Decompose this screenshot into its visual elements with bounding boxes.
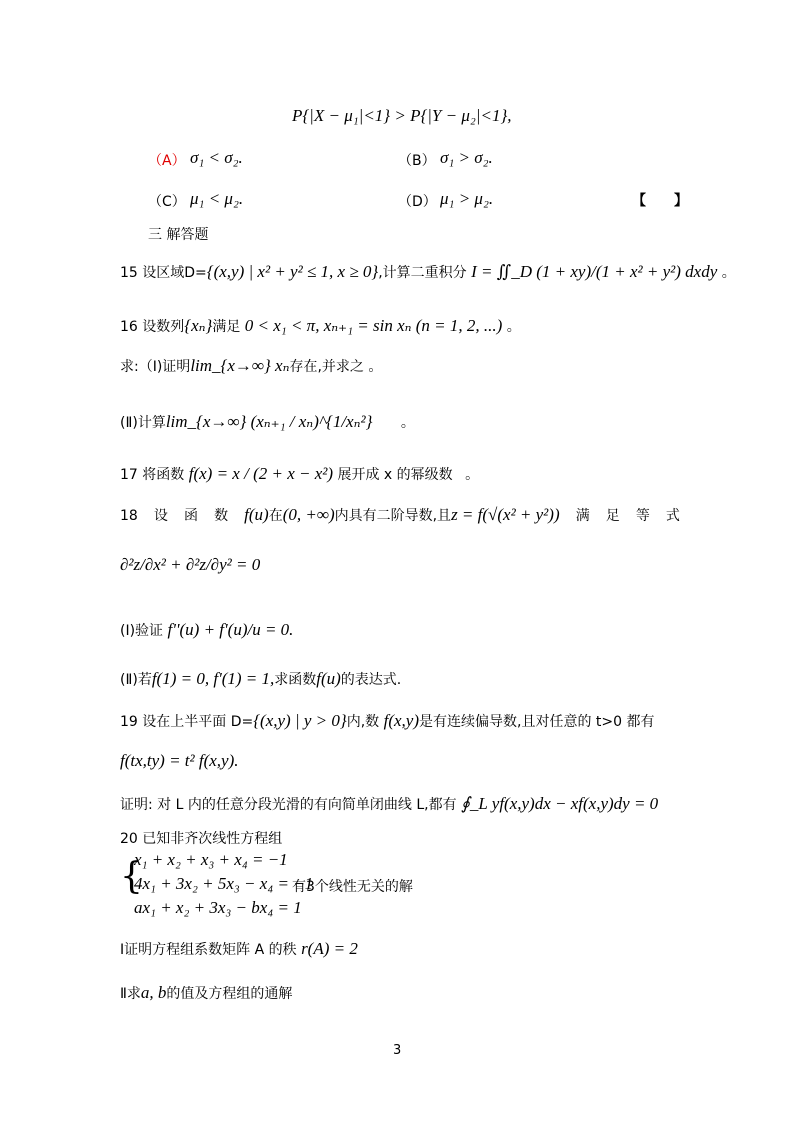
q18-w6: 等 bbox=[635, 508, 650, 524]
q18-ii-fu: f(u) bbox=[316, 669, 341, 688]
q20-part-ii bbox=[120, 983, 292, 1003]
q18-i-prefix: (Ⅰ)验证 bbox=[120, 623, 164, 639]
q18-ii-prefix: (Ⅱ)若 bbox=[120, 672, 152, 688]
q18-w3: 数 bbox=[214, 508, 229, 524]
section-title: 三 解答题 bbox=[148, 227, 209, 243]
q17-function: f(x) = x / (2 + x − x²) bbox=[188, 464, 334, 483]
answer-bracket: 【 】 bbox=[632, 193, 688, 209]
q20-i-prefix: Ⅰ证明方程组系数矩阵 A 的秩 bbox=[120, 942, 297, 958]
q16-i-limit: lim_{x→∞} xₙ bbox=[190, 356, 290, 375]
q18-mid1: 在 bbox=[268, 508, 283, 524]
q16-cond: 0 < x₁ < π, xₙ₊₁ = sin xₙ (n = 1, 2, ...) bbox=[244, 316, 503, 335]
q20-eq3: ax₁ + x₂ + 3x₃ − bx₄ = 1 bbox=[134, 898, 302, 917]
q19-proof-prefix: 证明: 对 L 内的任意分段光滑的有向简单闭曲线 L,都有 bbox=[120, 797, 457, 813]
q19-homogeneity: f(tx,ty) = t² f(x,y). bbox=[120, 751, 239, 770]
q18-line bbox=[120, 505, 680, 525]
q19-prefix: 设在上半平面 D= bbox=[142, 714, 254, 730]
q18-w5: 足 bbox=[605, 508, 620, 524]
q20-part-i bbox=[120, 939, 358, 959]
option-a-label: （A） bbox=[148, 153, 186, 169]
q18-w1: 设 bbox=[153, 508, 168, 524]
option-c-expr: μ₁ < μ₂. bbox=[190, 189, 244, 208]
q16-line bbox=[120, 316, 521, 336]
q17-line bbox=[120, 464, 479, 484]
q20-ab: a, b bbox=[140, 983, 167, 1002]
q19-proof bbox=[120, 794, 658, 814]
q15-integral: I = ∬_D (1 + xy)/(1 + x² + y²) dxdy bbox=[471, 262, 718, 281]
option-b-label: （B） bbox=[398, 153, 436, 169]
option-c-label: （C） bbox=[148, 194, 186, 210]
q20-line bbox=[120, 828, 282, 848]
q16-i-prefix: 求:（Ⅰ)证明 bbox=[120, 359, 191, 375]
q16-ii-end: 。 bbox=[400, 415, 415, 431]
q16-number: 16 bbox=[120, 319, 138, 335]
q18-mid2: 内具有二阶导数,且 bbox=[334, 508, 452, 524]
q16-ii-prefix: (Ⅱ)计算 bbox=[120, 415, 166, 431]
option-d-label: （D） bbox=[398, 194, 437, 210]
q20-ii-end: 的值及方程组的通解 bbox=[166, 986, 293, 1002]
q19-mid: 内,数 bbox=[346, 714, 380, 730]
q15-line bbox=[120, 262, 736, 282]
q16-seq: {xₙ} bbox=[184, 316, 213, 335]
q18-z: z = f(√(x² + y²)) bbox=[451, 505, 560, 524]
option-d-expr: μ₁ > μ₂. bbox=[440, 189, 494, 208]
q18-ii-cond: f(1) = 0, f'(1) = 1, bbox=[151, 669, 275, 688]
q17-end: 。 bbox=[465, 467, 480, 483]
q16-part-i bbox=[120, 356, 382, 376]
option-b-expr: σ₁ > σ₂. bbox=[440, 148, 493, 167]
q18-interval: (0, +∞) bbox=[282, 505, 335, 524]
q19-number: 19 bbox=[120, 714, 138, 730]
q20-after: 有3个线性无关的解 bbox=[292, 879, 413, 895]
q16-part-ii bbox=[120, 412, 415, 432]
q17-number: 17 bbox=[120, 467, 138, 483]
q20-eq1: x₁ + x₂ + x₃ + x₄ = −1 bbox=[134, 850, 288, 869]
option-a-expr: σ₁ < σ₂. bbox=[190, 148, 243, 167]
q18-ii-end: 的表达式. bbox=[340, 672, 402, 688]
q18-pde: ∂²z/∂x² + ∂²z/∂y² = 0 bbox=[120, 555, 261, 574]
q16-end: 。 bbox=[506, 319, 521, 335]
q15-prefix: 设区域D= bbox=[142, 265, 207, 281]
q17-prefix: 将函数 bbox=[142, 467, 185, 483]
q15-end: 。 bbox=[721, 265, 736, 281]
page-number: 3 bbox=[393, 1043, 402, 1058]
q20-ii-prefix: Ⅱ求 bbox=[120, 986, 141, 1002]
q18-fu: f(u) bbox=[244, 505, 269, 524]
prob-inequality: P{|X − μ₁|<1} > P{|Y − μ₂|<1}, bbox=[292, 106, 512, 125]
q18-part-i bbox=[120, 620, 293, 640]
q17-mid: 展开成 x 的幂级数 bbox=[337, 467, 453, 483]
q18-w4: 满 bbox=[575, 508, 590, 524]
q19-end: 是有连续偏导数,且对任意的 t>0 都有 bbox=[419, 714, 655, 730]
q19-line bbox=[120, 711, 654, 731]
q16-mid: 满足 bbox=[212, 319, 241, 335]
q18-i-expr: f''(u) + f'(u)/u = 0. bbox=[167, 620, 294, 639]
q18-part-ii bbox=[120, 669, 401, 689]
q19-f: f(x,y) bbox=[383, 711, 419, 730]
q15-number: 15 bbox=[120, 265, 138, 281]
q18-w2: 函 bbox=[183, 508, 198, 524]
q20-rank: r(A) = 2 bbox=[301, 939, 358, 958]
q18-w7: 式 bbox=[665, 508, 680, 524]
q18-number: 18 bbox=[120, 508, 138, 524]
q16-prefix: 设数列 bbox=[142, 319, 185, 335]
q19-line-integral: ∮_L yf(x,y)dx − xf(x,y)dy = 0 bbox=[461, 794, 659, 813]
q16-i-end: 。 bbox=[368, 359, 383, 375]
q19-domain: {(x,y) | y > 0} bbox=[253, 711, 347, 730]
q20-number: 20 bbox=[120, 831, 138, 847]
q18-ii-mid: 求函数 bbox=[274, 672, 317, 688]
q16-ii-limit: lim_{x→∞} (xₙ₊₁ / xₙ)^{1/xₙ²} bbox=[165, 412, 373, 431]
q15-mid: ,计算二重积分 bbox=[378, 265, 467, 281]
q20-eq2: 4x₁ + 3x₂ + 5x₃ − x₄ = −1 bbox=[134, 874, 314, 893]
system-brace: { bbox=[120, 856, 143, 897]
q15-domain: {(x,y) | x² + y² ≤ 1, x ≥ 0} bbox=[206, 262, 379, 281]
q20-text: 已知非齐次线性方程组 bbox=[142, 831, 283, 847]
q16-i-mid: 存在,并求之 bbox=[289, 359, 364, 375]
